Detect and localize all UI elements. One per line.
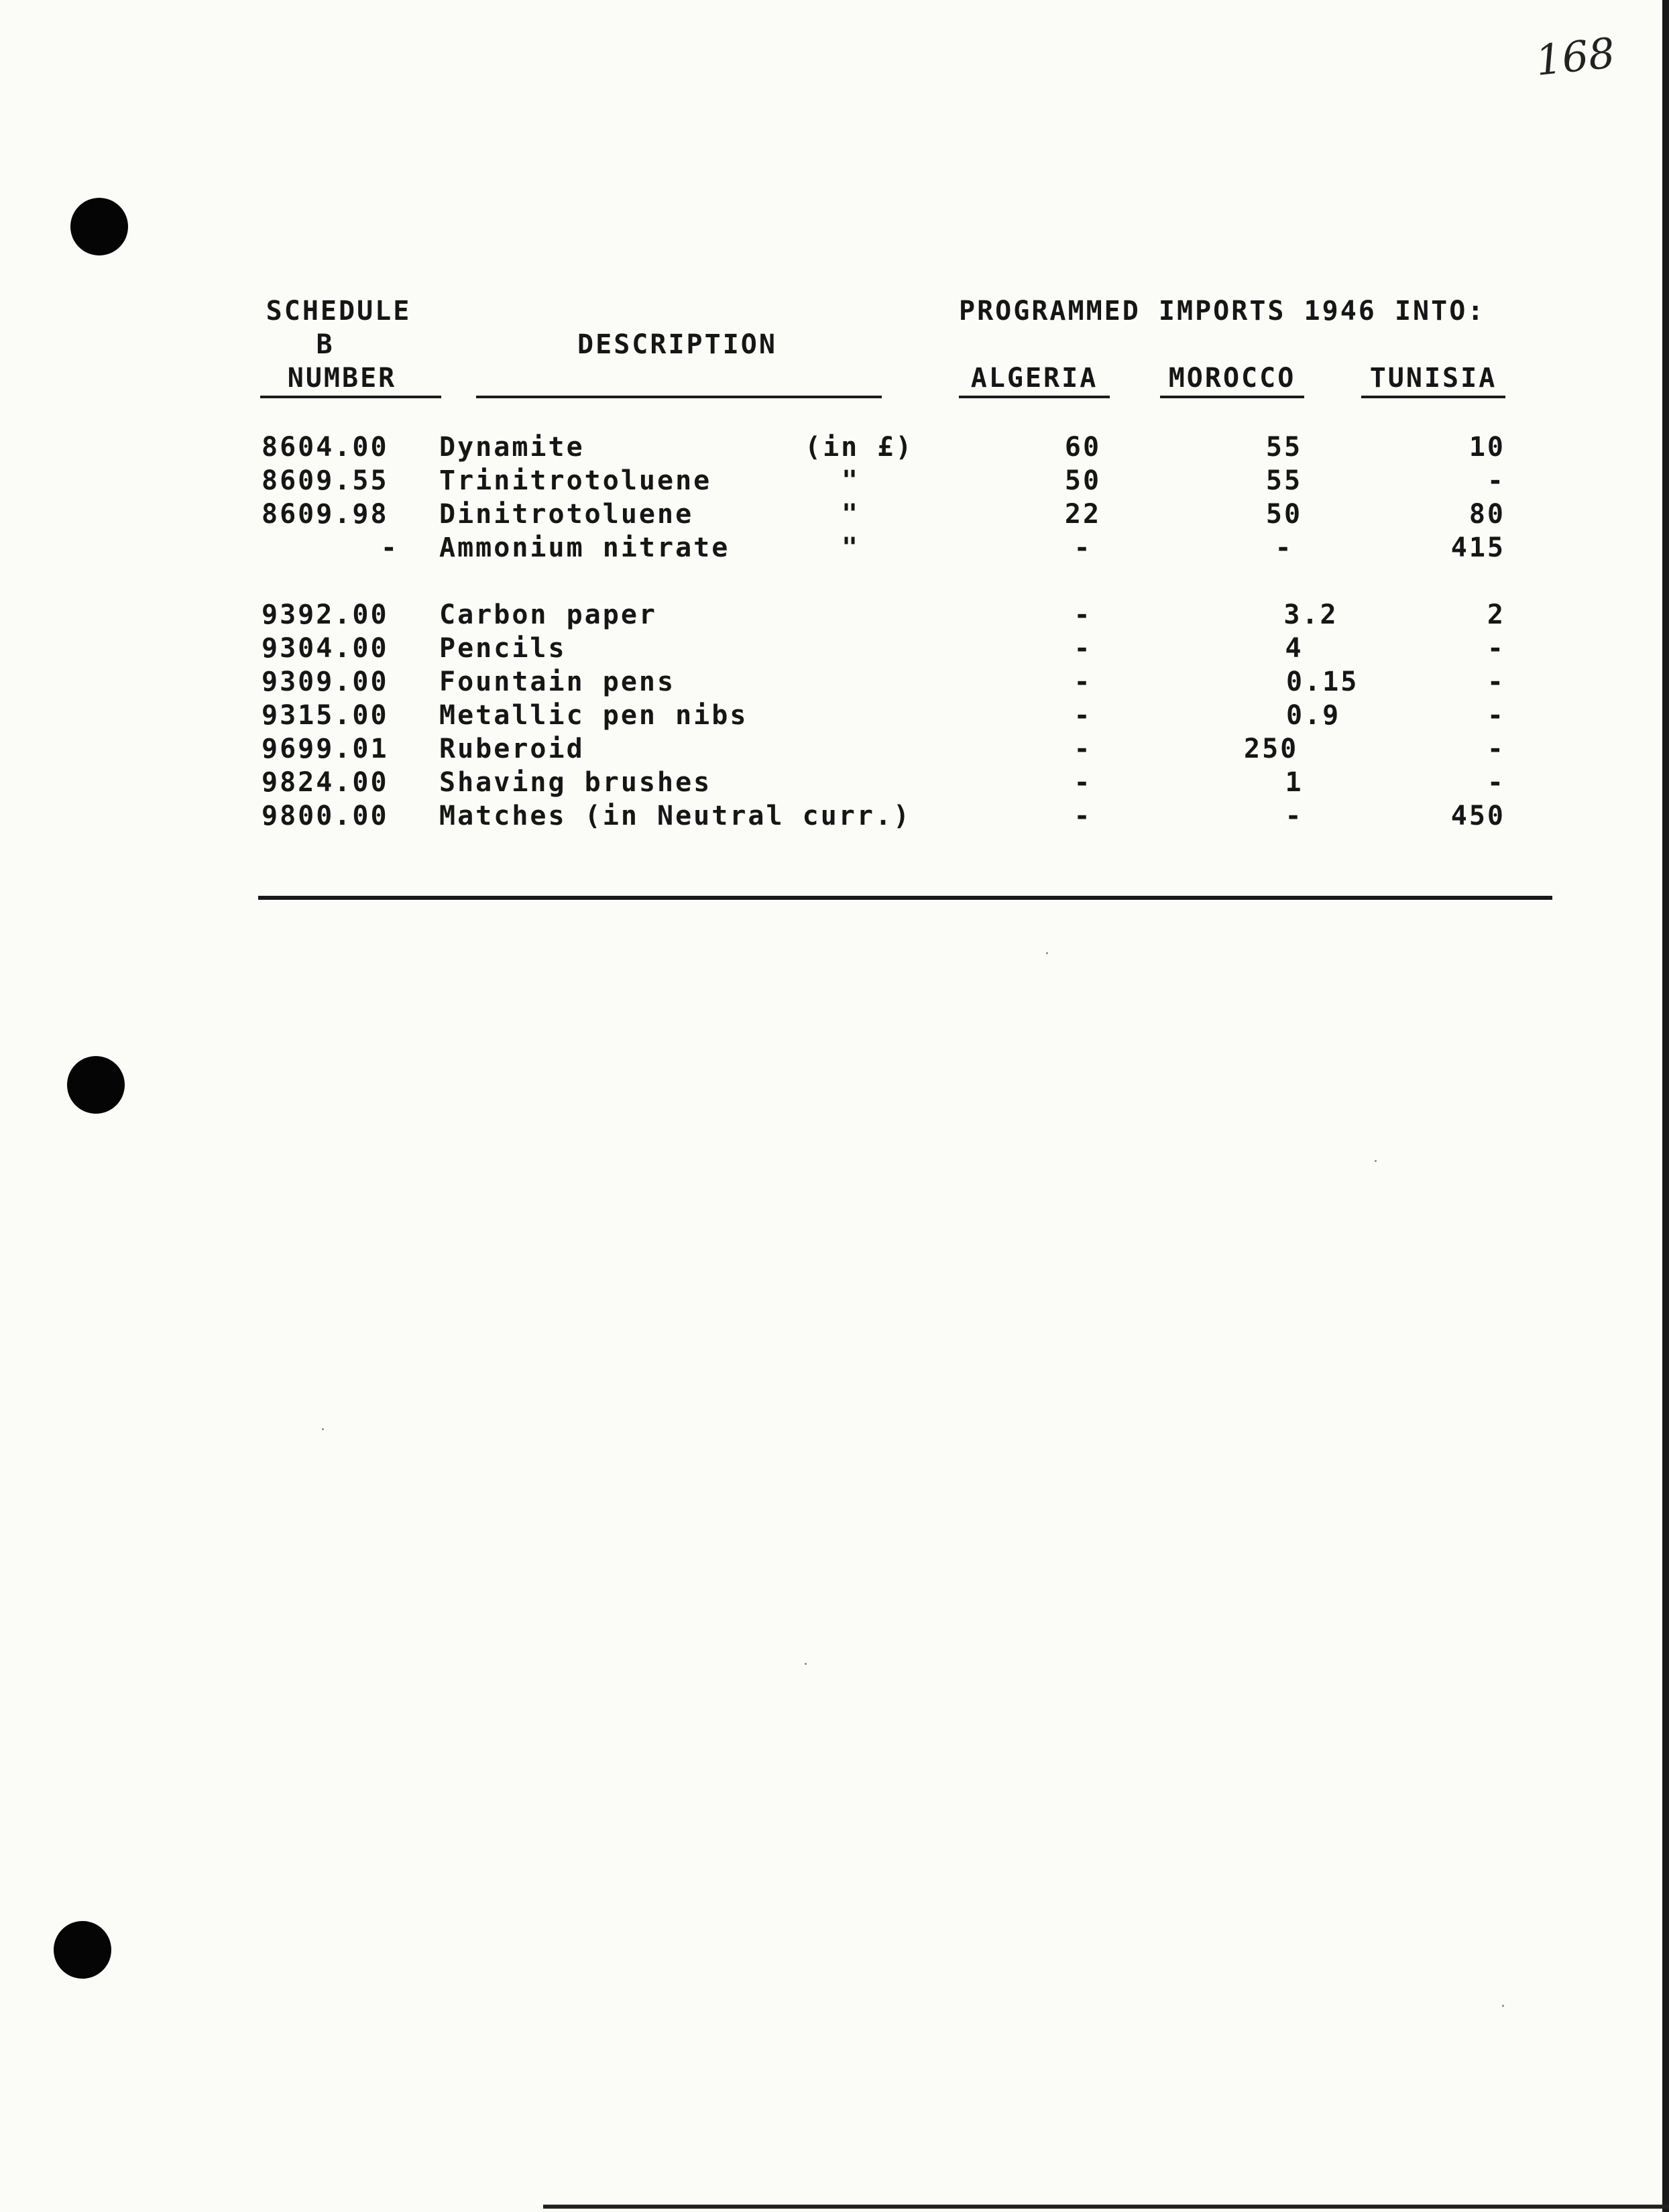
row-algeria: - bbox=[1074, 532, 1092, 563]
row-number: 9699.01 bbox=[262, 734, 389, 764]
header-programmed-imports: PROGRAMMED IMPORTS 1946 INTO: bbox=[959, 296, 1486, 327]
row-morocco: 250 bbox=[1244, 734, 1299, 764]
row-tunisia: - bbox=[1487, 734, 1505, 764]
scan-speck bbox=[322, 1428, 324, 1430]
row-description: Metallic pen nibs bbox=[439, 700, 748, 731]
row-algeria: - bbox=[1074, 599, 1092, 630]
row-number: 9392.00 bbox=[262, 599, 389, 630]
row-morocco: 4 bbox=[1285, 633, 1304, 664]
scan-speck bbox=[1046, 952, 1048, 954]
row-tunisia: 415 bbox=[1450, 532, 1505, 563]
row-tunisia: 10 bbox=[1469, 432, 1505, 463]
header-schedule-b: B bbox=[316, 329, 335, 360]
row-tunisia: - bbox=[1487, 633, 1505, 664]
table-bottom-rule bbox=[258, 896, 1552, 900]
row-description: Matches (in Neutral curr.) bbox=[439, 801, 912, 831]
scan-speck bbox=[1502, 2005, 1504, 2007]
row-description: Ammonium nitrate bbox=[439, 532, 730, 563]
row-unit: " bbox=[842, 532, 860, 563]
row-tunisia: - bbox=[1487, 465, 1505, 496]
punch-hole-top bbox=[70, 198, 128, 255]
row-tunisia: - bbox=[1487, 767, 1505, 798]
punch-hole-bottom bbox=[54, 1921, 111, 1979]
header-country-morocco: MOROCCO bbox=[1168, 363, 1296, 394]
page-edge bbox=[1662, 0, 1669, 2212]
header-country-algeria: ALGERIA bbox=[970, 363, 1098, 394]
scan-speck bbox=[805, 1663, 807, 1665]
header-country-tunisia: TUNISIA bbox=[1369, 363, 1497, 394]
row-unit: " bbox=[842, 499, 860, 530]
row-description: Ruberoid bbox=[439, 734, 585, 764]
row-algeria: - bbox=[1074, 666, 1092, 697]
row-algeria: - bbox=[1074, 633, 1092, 664]
row-algeria: 22 bbox=[1064, 499, 1102, 530]
row-tunisia: 80 bbox=[1469, 499, 1505, 530]
row-number: 9304.00 bbox=[262, 633, 389, 664]
row-algeria: 50 bbox=[1064, 465, 1102, 496]
row-number: 8609.98 bbox=[262, 499, 389, 530]
row-algeria: 60 bbox=[1064, 432, 1102, 463]
row-description: Fountain pens bbox=[439, 666, 676, 697]
row-morocco: 3.2 bbox=[1283, 599, 1338, 630]
row-tunisia: 2 bbox=[1487, 599, 1505, 630]
header-schedule-number: NUMBER bbox=[287, 363, 397, 394]
row-algeria: - bbox=[1074, 767, 1092, 798]
row-number: 9315.00 bbox=[262, 700, 389, 731]
header-number-underline bbox=[260, 396, 441, 398]
row-morocco: 55 bbox=[1265, 465, 1303, 496]
row-tunisia: - bbox=[1487, 666, 1505, 697]
row-number: 8609.55 bbox=[262, 465, 389, 496]
row-morocco: 1 bbox=[1285, 767, 1304, 798]
header-algeria-underline bbox=[959, 396, 1110, 398]
row-description: Shaving brushes bbox=[439, 767, 712, 798]
row-tunisia: 450 bbox=[1450, 801, 1505, 831]
punch-hole-middle bbox=[67, 1056, 125, 1114]
row-algeria: - bbox=[1074, 700, 1092, 731]
row-unit: (in £) bbox=[805, 432, 914, 463]
row-morocco: 50 bbox=[1265, 499, 1303, 530]
row-unit: " bbox=[842, 465, 860, 496]
row-morocco: - bbox=[1275, 532, 1293, 563]
row-morocco: 55 bbox=[1265, 432, 1303, 463]
row-morocco: 0.9 bbox=[1286, 700, 1341, 731]
row-algeria: - bbox=[1074, 801, 1092, 831]
row-number: 9800.00 bbox=[262, 801, 389, 831]
row-description: Carbon paper bbox=[439, 599, 657, 630]
page-number: 168 bbox=[1533, 28, 1617, 85]
row-number: 8604.00 bbox=[262, 432, 389, 463]
header-morocco-underline bbox=[1160, 396, 1304, 398]
row-algeria: - bbox=[1074, 734, 1092, 764]
row-number: - bbox=[380, 532, 399, 563]
row-number: 9824.00 bbox=[262, 767, 389, 798]
scan-bottom-edge bbox=[543, 2205, 1669, 2209]
row-description: Dinitrotoluene bbox=[439, 499, 694, 530]
header-description: DESCRIPTION bbox=[577, 329, 777, 360]
header-tunisia-underline bbox=[1361, 396, 1505, 398]
row-description: Trinitrotoluene bbox=[439, 465, 712, 496]
row-morocco: 0.15 bbox=[1286, 666, 1359, 697]
scan-speck bbox=[1375, 1160, 1377, 1162]
row-tunisia: - bbox=[1487, 700, 1505, 731]
header-description-underline bbox=[476, 396, 882, 398]
row-description: Dynamite bbox=[439, 432, 585, 463]
row-description: Pencils bbox=[439, 633, 567, 664]
row-number: 9309.00 bbox=[262, 666, 389, 697]
header-schedule: SCHEDULE bbox=[266, 296, 412, 327]
row-morocco: - bbox=[1285, 801, 1304, 831]
